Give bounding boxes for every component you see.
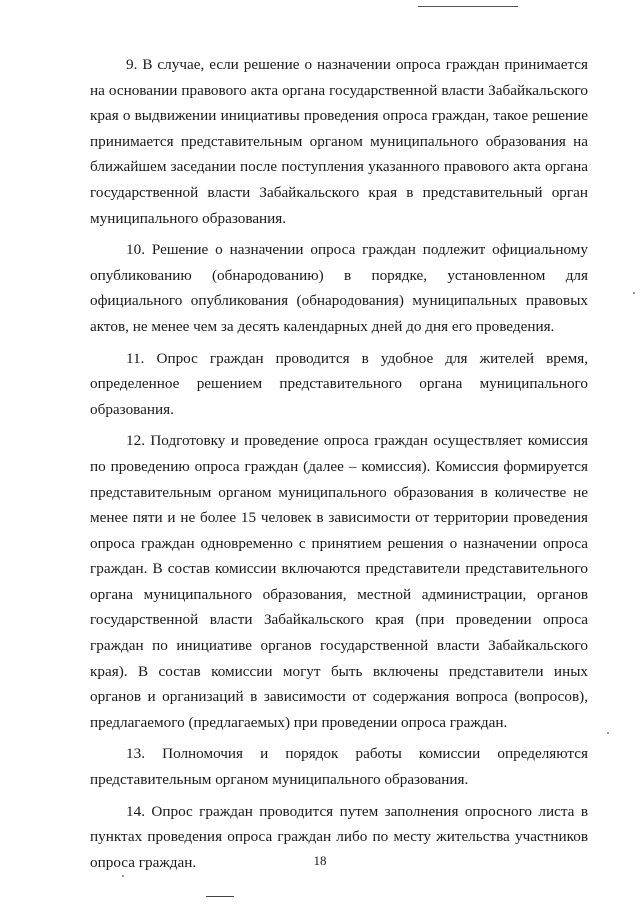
- paragraph-9: 9. В случае, если решение о назначении опроса граждан принимается на основании правового акта органа государственной власти Забайкальского края о выдвижении инициативы проведения опроса граждан, такое решение принимается представительным органом муниципального образования на ближайшем заседании после поступления указанного правового акта органа государственной власти Забайкальского края в представительный орган муниципального образования.: [90, 56, 588, 227]
- document-body: [90, 52, 588, 875]
- paragraph-13: 13. Полномочия и порядок работы комиссии определяются представительным органом муниципального образования.: [90, 745, 588, 789]
- paragraph-12: 12. Подготовку и проведение опроса граждан осуществляет комиссия по проведению опроса граждан (далее – комиссия). Комиссия формируется представительным органом муниципального образования в количестве не менее пяти и не более 15 человек в зависимости от территории проведения опроса граждан одновременно с принятием решения о назначении опроса граждан. В состав комиссии включаются представители представительного органа муниципального образования, местной администрации, органов государственной власти Забайкальского края (при проведении опроса граждан по инициативе органов государственной власти Забайкальского края). В состав комиссии могут быть включены представители иных органов и организаций в зависимости от содержания вопроса (вопросов), предлагаемого (предлагаемых) при проведении опроса граждан.: [90, 432, 588, 731]
- scan-artifact-bottom-line: [206, 896, 234, 897]
- scan-artifact-dot: [607, 732, 609, 734]
- page-number: 18: [313, 853, 327, 868]
- scan-artifact-dot: [633, 292, 635, 294]
- paragraph-14: 14. Опрос граждан проводится путем заполнения опросного листа в пунктах проведения опроса граждан либо по месту жительства участников опроса граждан.: [90, 802, 588, 871]
- scan-artifact-top-line: [418, 6, 518, 7]
- paragraph-10: 10. Решение о назначении опроса граждан подлежит официальному опубликованию (обнародованию) в порядке, установленном для официального опубликования (обнародования) муниципальных правовых актов, не менее чем за десять календарных дней до дня его проведения.: [90, 241, 588, 335]
- paragraph-11: 11. Опрос граждан проводится в удобное для жителей время, определенное решением представительного органа муниципального образования.: [90, 349, 588, 418]
